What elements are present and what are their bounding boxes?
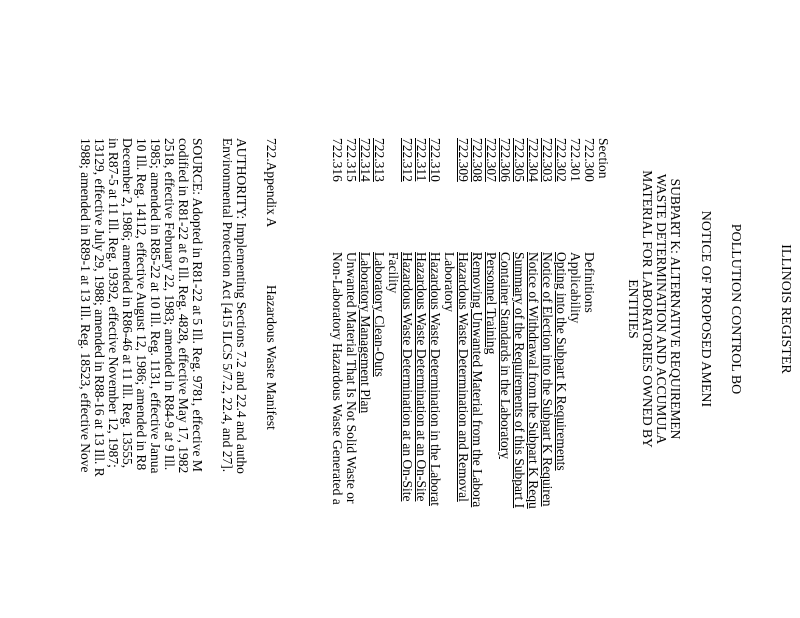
toc-section-number: 722.304 — [526, 138, 541, 182]
toc-section-title: Hazardous Waste Determination and Removal — [456, 252, 471, 502]
toc-section-number: 722.307 — [484, 138, 499, 182]
source-line: 1985; amended in R85-22 at 10 Ill. Reg. 1131, effective Janua — [148, 138, 163, 474]
toc-section-number: 722.305 — [512, 138, 527, 182]
toc-section-title: Notice of Election into the Subpart K Requiren — [540, 252, 555, 507]
toc-section-number: 722.308 — [470, 138, 485, 182]
appendix-label: 722.Appendix A — [264, 138, 279, 228]
toc-section-number: 722.303 — [540, 138, 555, 182]
authority-line-1: AUTHORITY: Implementing Sections 7.2 and 22.4 and autho — [234, 138, 249, 474]
register-title: ILLINOIS REGISTER — [778, 244, 793, 374]
toc-section-number: 722.310 — [428, 138, 443, 182]
toc-section-title: Notice of Withdrawal from the Subpart K Requ — [526, 252, 541, 509]
toc-section-title: Non-Laboratory Hazardous Waste Generated a — [330, 252, 345, 505]
toc-section-title: Container Standards in the Laboratory — [498, 252, 513, 459]
subpart-line-3: MATERIAL FOR LABORATORIES OWNED BY — [640, 170, 655, 448]
toc-section-number: 722.300 — [582, 138, 597, 182]
toc-section-title: Hazardous Waste Determination at an On-Site — [414, 252, 429, 502]
toc-section-title: Unwanted Material That Is Not Solid Waste or — [344, 252, 359, 504]
source-line: 13129, effective July 29, 1988; amended in R88-16 at 13 Ill. R — [92, 138, 107, 477]
appendix-title: Hazardous Waste Manifest — [264, 285, 279, 430]
toc-section-number: 722.306 — [498, 138, 513, 182]
toc-section-title: Hazardous Waste Determination at an On-Site — [400, 252, 415, 502]
toc-section-number: 722.311 — [414, 138, 429, 182]
toc-section-title: Removing Unwanted Material from the Labora — [470, 252, 485, 508]
section-heading: Section — [596, 138, 611, 179]
toc-section-title: Applicability — [568, 252, 583, 324]
subpart-line-4: ENTITIES — [626, 279, 641, 339]
source-line: SOURCE: Adopted in R81-22 at 5 Ill. Reg. 9781, effective M — [190, 138, 205, 472]
toc-section-title: Laboratory Clean-Outs — [372, 252, 387, 377]
toc-section-number: 722.312 — [400, 138, 415, 182]
toc-section-title: Summary of the Requirements of this Subpart I — [512, 252, 527, 509]
toc-section-title: Laboratory Management Plan — [358, 252, 373, 414]
toc-title-continuation: Laboratory — [442, 252, 457, 312]
source-line: codified in R81-22 at 6 Ill. Reg. 4828, effective May 17, 1982 — [176, 138, 191, 474]
toc-section-title: Hazardous Waste Determination in the Laborat — [428, 252, 443, 506]
notice-title: NOTICE OF PROPOSED AMENI — [698, 210, 713, 408]
toc-section-number: 722.302 — [554, 138, 569, 182]
toc-section-number: 722.316 — [330, 138, 345, 182]
toc-section-title: Definitions — [582, 252, 597, 313]
toc-section-number: 722.313 — [372, 138, 387, 182]
toc-title-continuation: Facility — [386, 252, 401, 294]
source-line: in R87-5 at 11 Ill. Reg. 19392, effective November 12, 1987; — [106, 138, 121, 468]
toc-section-number: 722.309 — [456, 138, 471, 182]
source-line: 2518, effective February 22, 1983; amended in R84-9 at 9 Ill. — [162, 138, 177, 471]
source-line: 1988; amended in R89-1 at 13 Ill. Reg. 18523, effective Nove — [78, 138, 93, 473]
subpart-line-1: SUBPART K: ALTERNATIVE REQUIREMEN — [668, 178, 683, 440]
toc-section-number: 722.301 — [568, 138, 583, 182]
toc-section-title: Opting into the Subpart K Requirements — [554, 252, 569, 471]
subpart-line-2: WASTE DETERMINATION AND ACCUMULA — [654, 173, 669, 445]
toc-section-title: Personnel Training — [484, 252, 499, 355]
board-title: POLLUTION CONTROL BO — [728, 223, 743, 395]
toc-section-number: 722.315 — [344, 138, 359, 182]
toc-section-number: 722.314 — [358, 138, 373, 182]
authority-line-2: Environmental Protection Act [415 ILCS 5/7.2, 22.4, and 27]. — [220, 138, 235, 473]
source-line: December 2, 1986; amended in R86-46 at 11 Ill. Reg. 13555, — [120, 138, 135, 469]
source-line: 10 Ill. Reg. 14112, effective August 12, 1986; amended in R8 — [134, 138, 149, 471]
